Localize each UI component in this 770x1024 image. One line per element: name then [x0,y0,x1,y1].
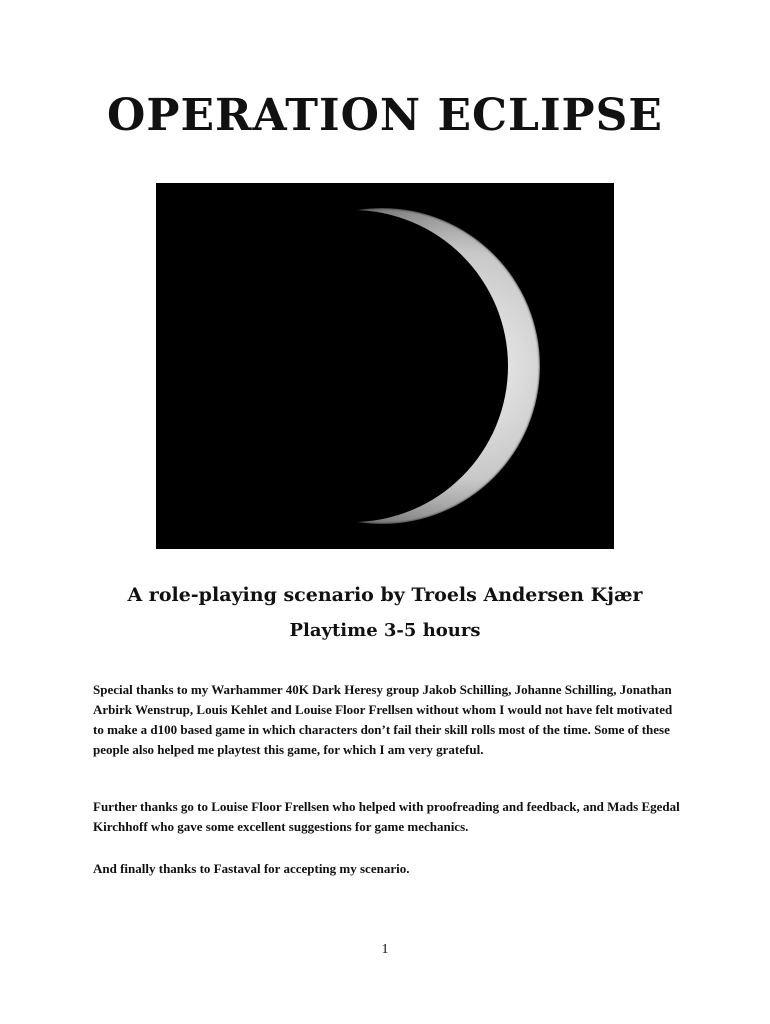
subtitle: A role-playing scenario by Troels Andersen Kjær [127,584,643,606]
playtime: Playtime 3-5 hours [289,620,481,641]
acknowledgement-paragraph-2: Further thanks go to Louise Floor Frellsen who helped with proofreading and feedback, and Mads Egedal Kirchhoff who gave some excellent suggestions for game mechanics. [93,799,680,834]
crescent-moon-icon [156,183,614,549]
acknowledgement-paragraph-1: Special thanks to my Warhammer 40K Dark Heresy group Jakob Schilling, Johanne Schilling, Jonathan Arbirk Wenstrup, Louis Kehlet and Louise Floor Frellsen without whom I would not have felt motivated to make a d100 based game in which characters don’t fail their skill rolls most of the time. Some of these people also helped me playtest this game, for which I am very grateful. [93,682,673,757]
acknowledgement-paragraph-3: And finally thanks to Fastaval for accepting my scenario. [93,861,410,876]
page-number: 1 [381,942,389,957]
document-title: OPERATION ECLIPSE [107,90,663,141]
cover-image-crescent-moon [156,183,614,549]
